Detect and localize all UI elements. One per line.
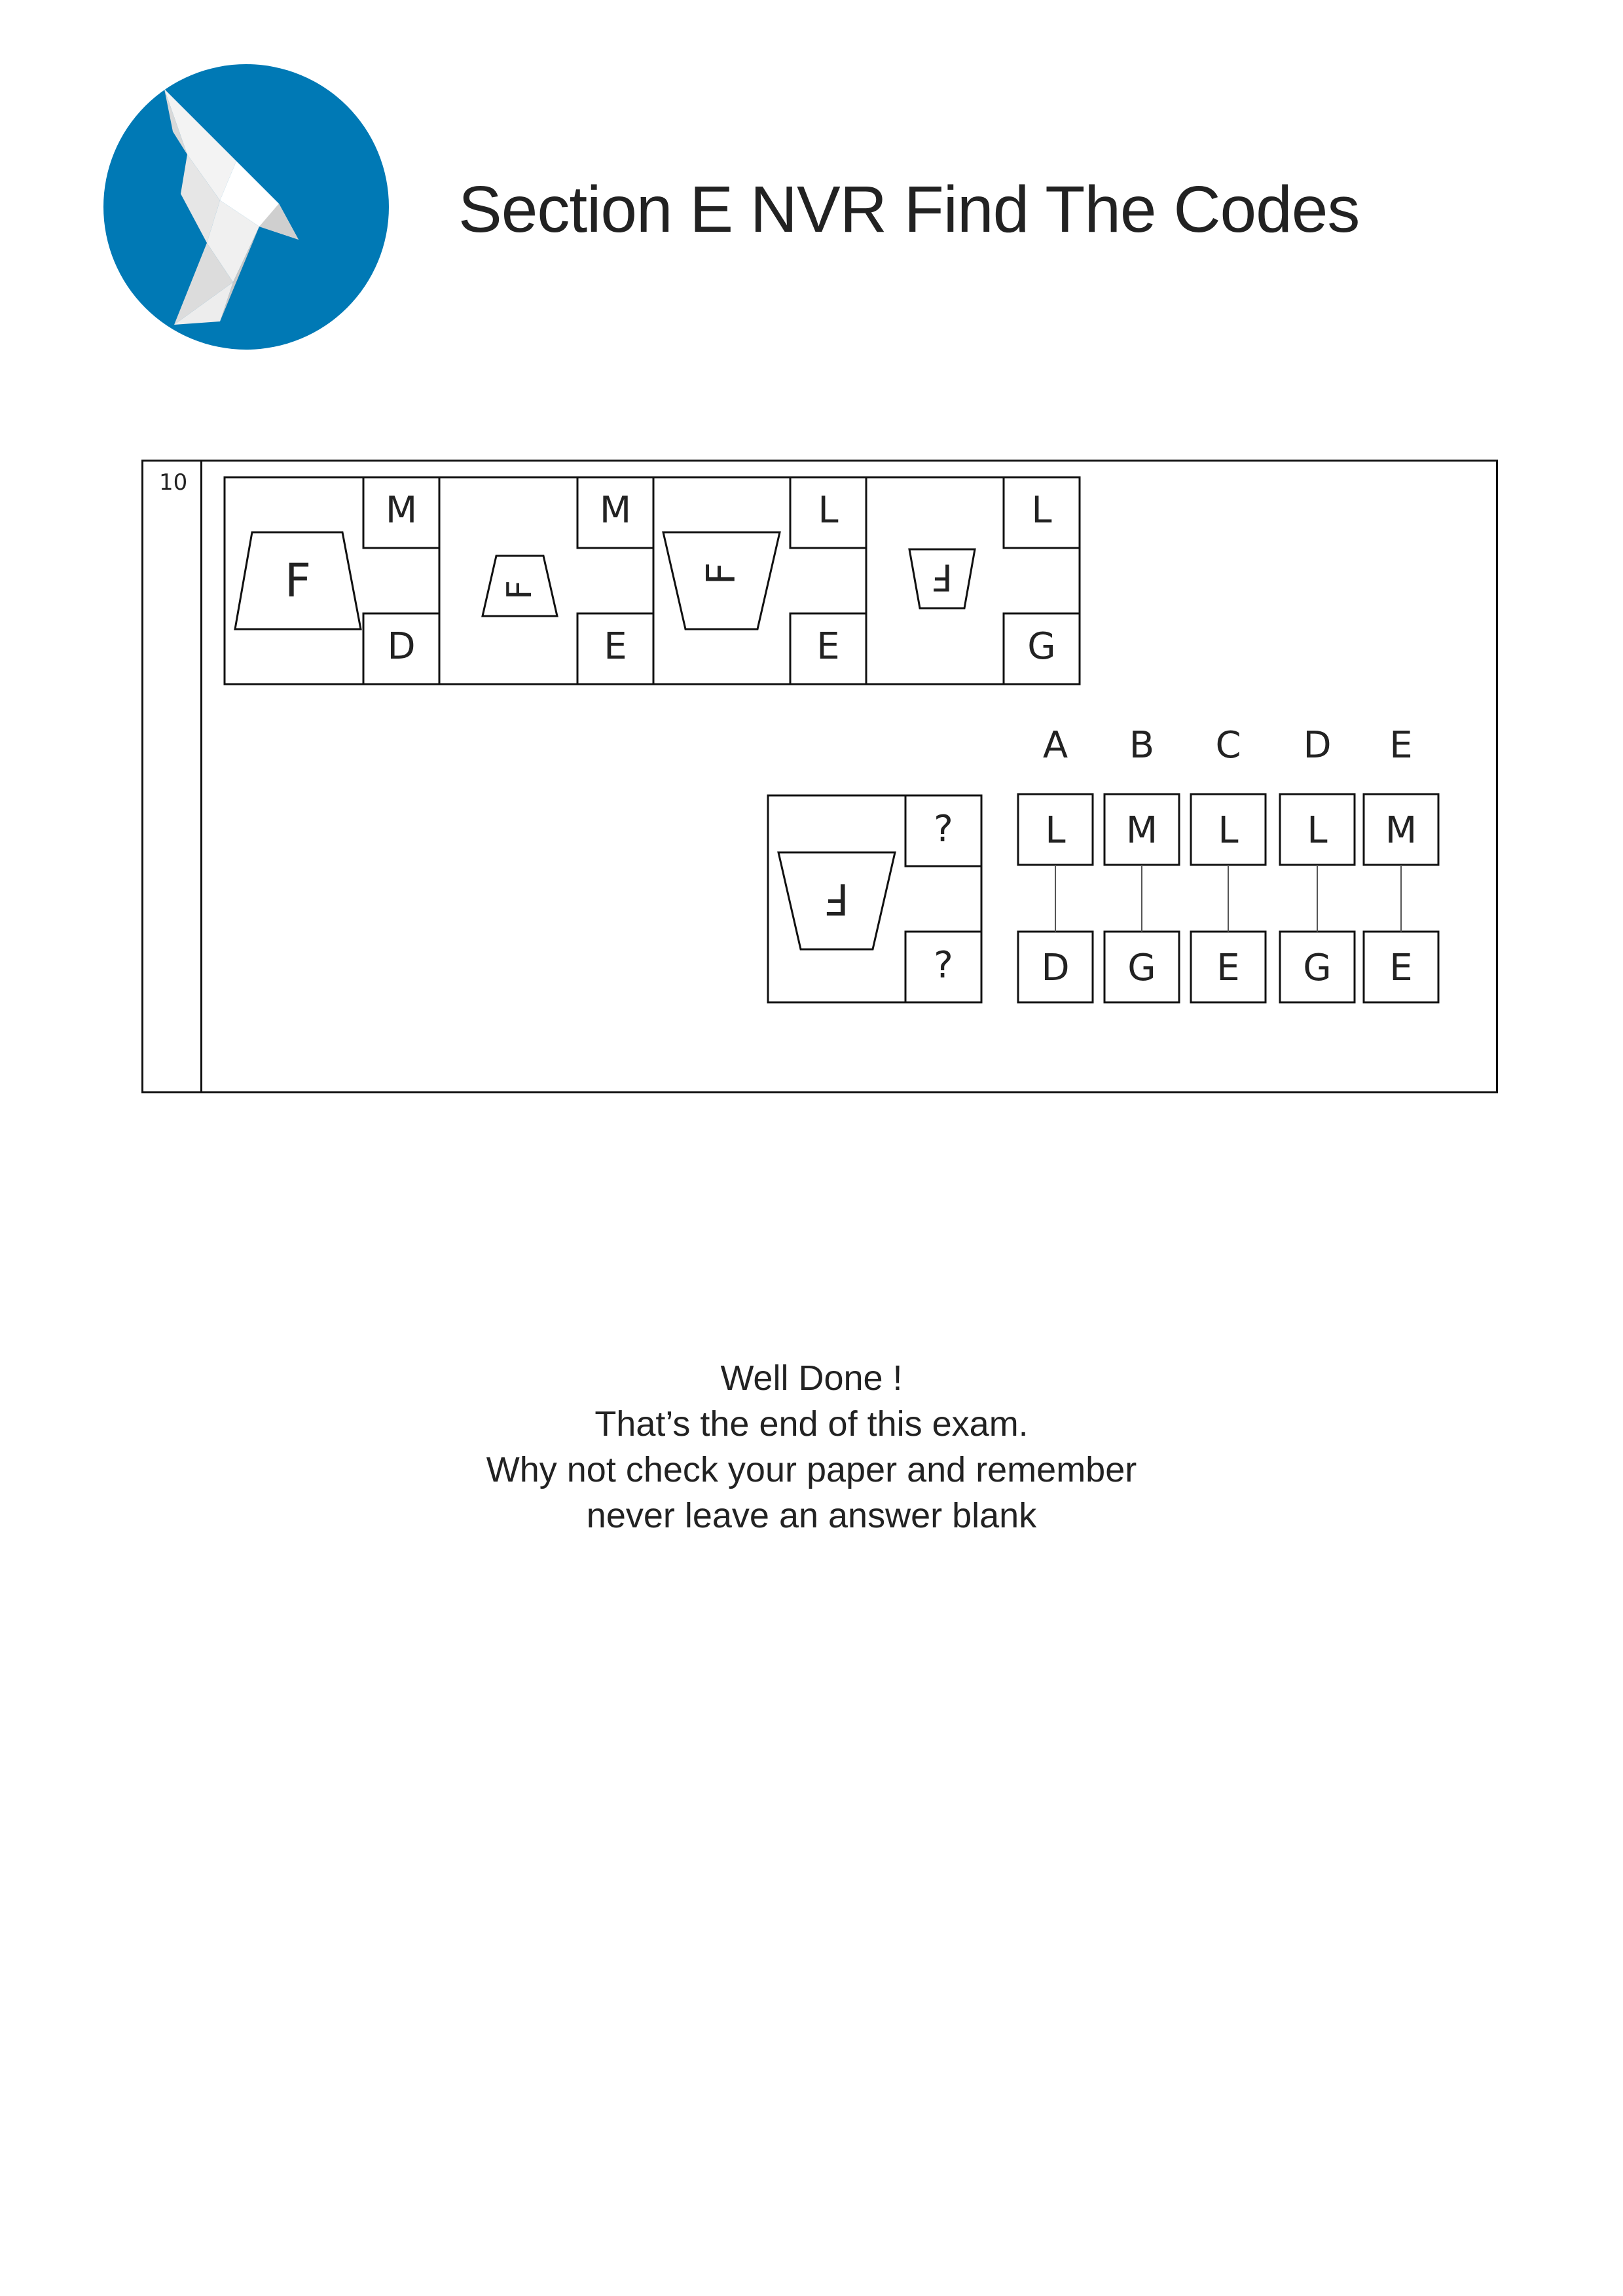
option-c-label: C: [1215, 724, 1241, 767]
page-title: Section E NVR Find The Codes: [458, 173, 1360, 246]
test-letter: F: [824, 873, 849, 924]
option-a-top-code: L: [1045, 809, 1066, 852]
option-b-label: B: [1129, 724, 1155, 767]
question-box: [141, 460, 1498, 1093]
end-message-line-2: That’s the end of this exam.: [594, 1404, 1029, 1444]
option-b-bottom-code: G: [1127, 947, 1156, 989]
origami-dove-logo-icon: [102, 63, 390, 351]
option-c-bottom-code: E: [1216, 947, 1240, 989]
option-c-top-code: L: [1218, 809, 1239, 852]
question-figure: [143, 462, 1496, 1091]
option-e-top-code: M: [1385, 809, 1417, 852]
end-message: [0, 1355, 1623, 1539]
question-number: 10: [159, 469, 188, 496]
test-bottom-code: ?: [934, 944, 953, 987]
example-3-top-code: L: [818, 489, 839, 532]
option-d-bottom-code: G: [1303, 947, 1332, 989]
option-b-top-code: M: [1125, 809, 1158, 852]
option-d-label: D: [1303, 724, 1332, 767]
test-top-code: ?: [934, 808, 953, 850]
option-e-bottom-code: E: [1389, 947, 1413, 989]
example-1-bottom-code: D: [387, 625, 416, 668]
example-2-letter: F: [500, 580, 539, 600]
end-message-line-3: Why not check your paper and remember: [486, 1450, 1137, 1489]
option-a-bottom-code: D: [1041, 947, 1070, 989]
option-d-top-code: L: [1307, 809, 1328, 852]
example-4-top-code: L: [1031, 489, 1052, 532]
example-2-top-code: M: [599, 489, 632, 532]
example-2-bottom-code: E: [604, 625, 627, 668]
end-message-line-4: never leave an answer blank: [586, 1496, 1037, 1535]
option-e-label: E: [1389, 724, 1413, 767]
example-3-letter: F: [699, 562, 744, 585]
example-3-bottom-code: E: [816, 625, 840, 668]
example-1-top-code: M: [385, 489, 418, 532]
example-4-bottom-code: G: [1027, 625, 1056, 668]
option-a-label: A: [1042, 724, 1068, 767]
example-4-letter: F: [931, 555, 953, 598]
end-message-line-1: Well Done !: [720, 1358, 903, 1398]
example-1-letter: F: [284, 554, 312, 608]
